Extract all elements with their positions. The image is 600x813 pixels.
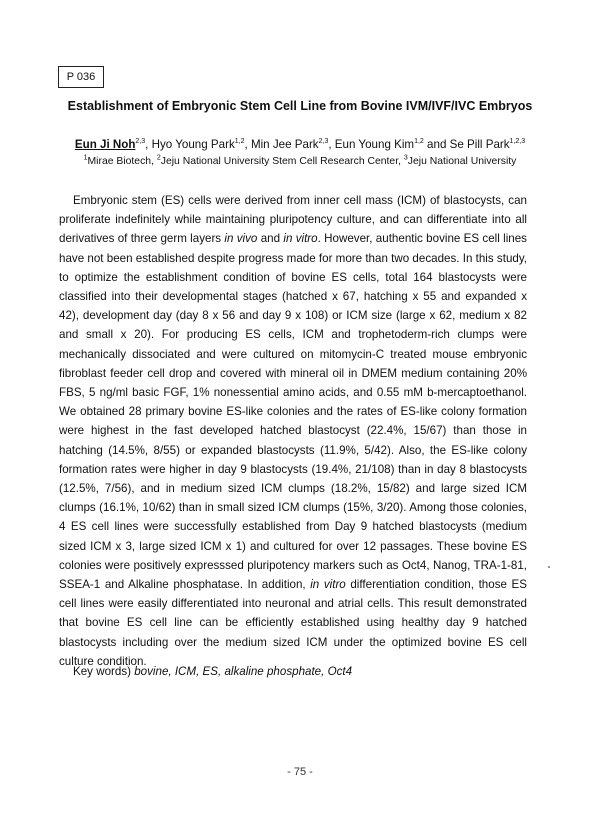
abstract-and: and: [257, 232, 284, 246]
keywords-line: [73, 665, 352, 678]
scan-speck: [548, 566, 550, 568]
author-list: [0, 138, 600, 151]
author-name: Eun Young Kim: [334, 138, 415, 151]
author-affil-sup: 1,2,3: [509, 138, 526, 146]
affiliation-list: [0, 156, 600, 167]
paper-title: Establishment of Embryonic Stem Cell Line from Bovine IVM/IVF/IVC Embryos: [67, 99, 533, 113]
author-affil-sup: 1,2: [414, 138, 424, 146]
author-sep: and: [423, 138, 450, 151]
term-in-vivo: in vivo: [224, 232, 258, 246]
author-name: Eun Ji Noh: [74, 138, 136, 151]
affil-sep: ,: [398, 156, 404, 167]
affil-sup: 2: [156, 154, 161, 162]
abstract-code: P 036: [66, 71, 96, 83]
author-affil-sup: 2,3: [318, 138, 329, 146]
abstract-text-1: Embryonic stem (ES) cells were derived from inner cell mass (ICM) of blastocysts, can proliferate indefinitely while maintaining pluripotency culture, and can differentiate into all derivatives of three germ layers: [59, 194, 527, 246]
affil-name: Jeju National University: [407, 156, 517, 167]
abstract-text-2: . However, authentic bovine ES cell lines have not been established despite progress made for more than two decades. In this study, to optimize the establishment condition of bovine ES cells, total 164 blastocysts were classified into their developmental stages (hatched x 67, hatching x 55 and expanded x 42), development day (day 8 x 56 and day 9 x 108) or ICM size (large x 62, medium x 82 and small x 20). For producing ES cells, ICM and trophetoderm-rich clumps were mechanically dissociated and were cultured on mitomycin-C treated mouse embryonic fibroblast feeder cell drop and covered with mineral oil in DMEM medium containing 20% FBS, 5 ng/ml basic FGF, 1% nonessential amino acids, and 0.55 mM b-mercaptoethanol. We obtained 28 primary bovine ES-like colonies and the rates of ES-like colony formation were highest in the fast developed hatched blastocyst (22.4%, 15/67) than those in hatching (14.5%, 8/55) or expanded blastocysts (11.9%, 5/42). Also, the ES-like colony formation rates were higher in day 9 blastocysts (19.4%, 21/108) than in day 8 blastocysts (12.5%, 7/56), and in medium sized ICM clumps (18.2%, 15/82) and large sized ICM clumps (16.1%, 10/62) than in small sized ICM clumps (15%, 3/20). Among those colonies, 4 ES cell lines were successfully established from Day 9 hatched blastocysts (medium sized ICM x 3, large sized ICM x 1) and cultured for over 12 passages. These bovine ES colonies were positively expresssed pluripotency markers such as Oct4, Nanog, TRA-1-81, SSEA-1 and Alkaline phosphatase. In addition,: [59, 232, 527, 592]
affil-sup: 1: [83, 154, 88, 162]
abstract-text-3: differentiation condition, those ES cell lines were easily differentiated into neuronal and atrial cells. This result demonstrated that bovine ES cell line can be efficiently established using healthy day 9 hatched blastocysts including over the medium sized ICM under the optimized bovine ES cell culture condition.: [59, 578, 527, 668]
abstract-body: [59, 191, 527, 671]
author-name: Hyo Young Park: [151, 138, 235, 151]
affil-name: Jeju National University Stem Cell Research Center: [160, 156, 399, 167]
keywords-label: Key words): [73, 665, 131, 678]
page-number: - 75 -: [287, 766, 313, 778]
author-sep: ,: [244, 138, 251, 151]
author-sep: ,: [328, 138, 335, 151]
term-in-vitro: in vitro: [283, 232, 318, 246]
author-name: Se Pill Park: [449, 138, 510, 151]
term-in-vitro-2: in vitro: [310, 578, 346, 592]
affil-sup: 3: [403, 154, 408, 162]
affil-name: Mirae Biotech: [87, 156, 152, 167]
author-sep: ,: [145, 138, 152, 151]
abstract-paragraph: [59, 191, 527, 671]
author-affil-sup: 2,3: [135, 138, 146, 146]
author-affil-sup: 1,2: [234, 138, 245, 146]
author-name: Min Jee Park: [250, 138, 319, 151]
abstract-code-box: [58, 66, 104, 88]
keywords-list: bovine, ICM, ES, alkaline phosphate, Oct4: [134, 665, 353, 678]
affil-sep: ,: [151, 156, 157, 167]
